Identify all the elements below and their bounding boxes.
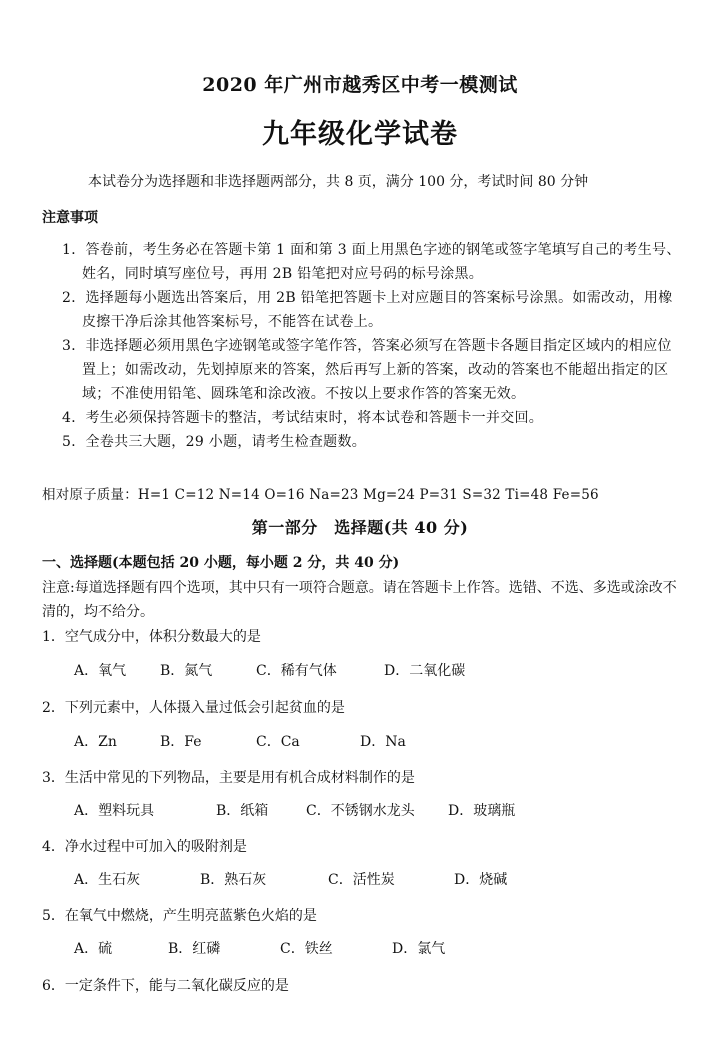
q5-option-d: D．氯气 bbox=[392, 941, 446, 957]
q2-option-a: A．Zn bbox=[74, 734, 117, 750]
question-4: 4．净水过程中可加入的吸附剂是 bbox=[42, 839, 247, 855]
question-3: 3．生活中常见的下列物品，主要是用有机合成材料制作的是 bbox=[42, 770, 415, 786]
notice-list bbox=[62, 238, 682, 454]
q4-option-b: B．熟石灰 bbox=[200, 872, 267, 888]
notice-item: 5．全卷共三大题，29 小题，请考生检查题数。 bbox=[62, 434, 367, 450]
section-note: 注意:每道选择题有四个选项，其中只有一项符合题意。请在答题卡上作答。选错、不选、多选或涂改不清的，均不给分。 bbox=[42, 580, 677, 620]
q5-option-a: A．硫 bbox=[74, 941, 113, 957]
exam-title: 2020 年广州市越秀区中考一模测试 bbox=[202, 74, 518, 96]
q2-option-c: C．Ca bbox=[256, 734, 300, 750]
notice-item: 2．选择题每小题选出答案后，用 2B 铅笔把答题卡上对应题目的答案标号涂黑。如需改动，用橡皮擦干净后涂其他答案标号，不能答在试卷上。 bbox=[62, 290, 673, 330]
q2-option-b: B．Fe bbox=[160, 734, 202, 750]
notice-heading: 注意事项 bbox=[42, 210, 98, 226]
q1-option-b: B．氮气 bbox=[160, 663, 213, 679]
question-2: 2．下列元素中，人体摄入量过低会引起贫血的是 bbox=[42, 700, 345, 716]
notice-item: 3．非选择题必须用黑色字迹钢笔或签字笔作答，答案必须写在答题卡各题目指定区域内的相应位置上；如需改动，先划掉原来的答案，然后再写上新的答案，改动的答案也不能超出指定的区域；不准使用铅笔、圆珠笔和涂改液。不按以上要求作答的答案无效。 bbox=[62, 338, 672, 402]
q4-option-a: A．生石灰 bbox=[74, 872, 141, 888]
q4-option-c: C．活性炭 bbox=[328, 872, 395, 888]
question-6: 6．一定条件下，能与二氧化碳反应的是 bbox=[42, 978, 289, 994]
q3-option-c: C．不锈钢水龙头 bbox=[306, 803, 415, 819]
question-1: 1．空气成分中，体积分数最大的是 bbox=[42, 629, 261, 645]
q1-option-a: A．氧气 bbox=[74, 663, 127, 679]
atomic-mass-line: 相对原子质量：H=1 C=12 N=14 O=16 Na=23 Mg=24 P=31 S=32 Ti=48 Fe=56 bbox=[42, 487, 599, 503]
part1-title: 第一部分 选择题(共 40 分) bbox=[251, 518, 469, 537]
q5-option-b: B．红磷 bbox=[168, 941, 221, 957]
section-title: 一、选择题(本题包括 20 小题，每小题 2 分，共 40 分) bbox=[42, 555, 400, 571]
q5-option-c: C．铁丝 bbox=[280, 941, 333, 957]
q1-option-d: D．二氧化碳 bbox=[384, 663, 466, 679]
question-5: 5．在氧气中燃烧，产生明亮蓝紫色火焰的是 bbox=[42, 908, 317, 924]
q3-option-a: A．塑料玩具 bbox=[74, 803, 155, 819]
q3-option-b: B．纸箱 bbox=[216, 803, 269, 819]
exam-subtitle: 九年级化学试卷 bbox=[262, 119, 458, 150]
q3-option-d: D．玻璃瓶 bbox=[448, 803, 516, 819]
q2-option-d: D．Na bbox=[360, 734, 406, 750]
notice-item: 1．答卷前，考生务必在答题卡第 1 面和第 3 面上用黑色字迹的钢笔或签字笔填写自己的考生号、姓名，同时填写座位号，再用 2B 铅笔把对应号码的标号涂黑。 bbox=[62, 242, 681, 282]
notice-item: 4．考生必须保持答题卡的整洁，考试结束时，将本试卷和答题卡一并交回。 bbox=[62, 410, 544, 426]
q4-option-d: D．烧碱 bbox=[454, 872, 508, 888]
q1-option-c: C．稀有气体 bbox=[256, 663, 337, 679]
exam-intro: 本试卷分为选择题和非选择题两部分，共 8 页，满分 100 分，考试时间 80 分钟 bbox=[88, 174, 589, 190]
